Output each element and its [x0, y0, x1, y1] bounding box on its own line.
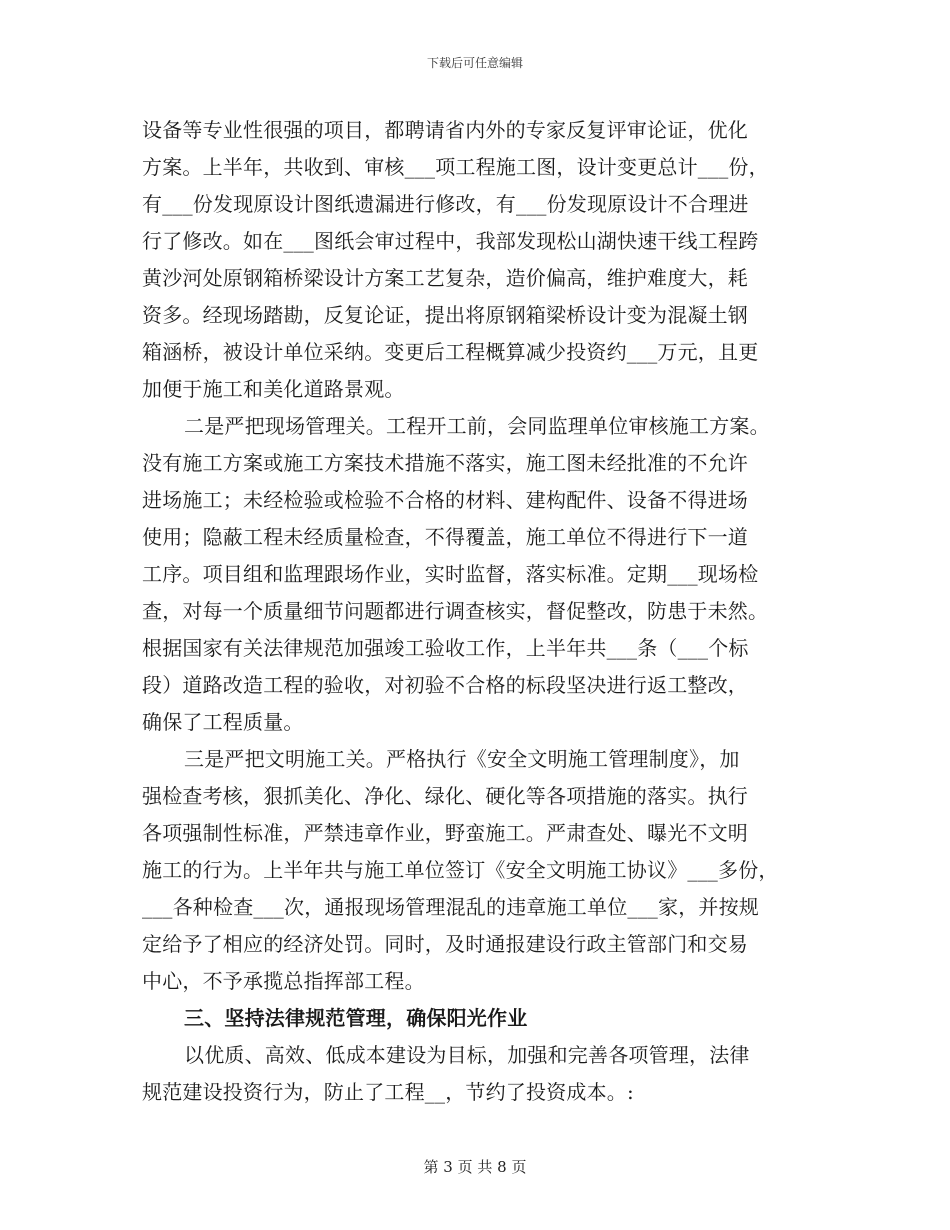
body-line: 工序。项目组和监理跟场作业，实时监督，落实标准。定期___现场检 [142, 562, 759, 586]
body-line: 确保了工程质量。 [142, 710, 304, 734]
body-line: 没有施工方案或施工方案技术措施不落实，施工图未经批准的不允许 [142, 451, 748, 475]
body-line: 行了修改。如在___图纸会审过程中，我部发现松山湖快速干线工程跨 [142, 229, 759, 253]
page-header: 下载后可任意编辑 [426, 56, 523, 70]
body-line: ___各种检查___次，通报现场管理混乱的违章施工单位___家，并按规 [142, 895, 759, 919]
body-line: 各项强制性标准，严禁违章作业，野蛮施工。严肃查处、曝光不文明 [142, 821, 748, 845]
body-line: 加便于施工和美化道路景观。 [142, 377, 405, 401]
paragraph-start-line: 以优质、高效、低成本建设为目标，加强和完善各项管理，法律 [184, 1043, 750, 1067]
body-line: 黄沙河处原钢箱桥梁设计方案工艺复杂，造价偏高，维护难度大，耗 [142, 266, 748, 290]
paragraph-start-line: 三是严把文明施工关。严格执行《安全文明施工管理制度》，加 [184, 747, 740, 771]
page-number-footer: 第 3 页 共 8 页 [423, 1158, 527, 1176]
body-line: 中心，不予承揽总指挥部工程。 [142, 969, 425, 993]
body-line: 根据国家有关法律规范加强竣工验收工作，上半年共___条（___个标 [142, 636, 749, 660]
body-line: 使用；隐蔽工程未经质量检查，不得覆盖，施工单位不得进行下一道 [142, 525, 748, 549]
body-line: 强检查考核，狠抓美化、净化、绿化、硬化等各项措施的落实。执行 [142, 784, 748, 808]
body-line: 设备等专业性很强的项目，都聘请省内外的专家反复评审论证，优化 [142, 118, 748, 142]
body-line: 进场施工；未经检验或检验不合格的材料、建构配件、设备不得进场 [142, 488, 748, 512]
body-line: 查，对每一个质量细节问题都进行调查核实，督促整改，防患于未然。 [142, 599, 769, 623]
body-line: 规范建设投资行为，防止了工程__，节约了投资成本。: [142, 1080, 634, 1104]
section-heading: 三、坚持法律规范管理，确保阳光作业 [184, 1006, 528, 1030]
body-line: 定给予了相应的经济处罚。同时，及时通报建设行政主管部门和交易 [142, 932, 748, 956]
paragraph-start-line: 二是严把现场管理关。工程开工前，会同监理单位审核施工方案。 [184, 414, 770, 438]
body-line: 方案。上半年，共收到、审核___项工程施工图，设计变更总计___份， [142, 155, 769, 179]
document-body [142, 112, 822, 1111]
body-line: 段）道路改造工程的验收，对初验不合格的标段坚决进行返工整改， [142, 673, 748, 697]
body-line: 有___份发现原设计图纸遗漏进行修改，有___份发现原设计不合理进 [142, 192, 749, 216]
body-line: 箱涵桥，被设计单位采纳。变更后工程概算减少投资约___万元，且更 [142, 340, 759, 364]
body-line: 施工的行为。上半年共与施工单位签订《安全文明施工协议》___多份， [142, 858, 779, 882]
body-line: 资多。经现场踏勘，反复论证，提出将原钢箱梁桥设计变为混凝土钢 [142, 303, 748, 327]
